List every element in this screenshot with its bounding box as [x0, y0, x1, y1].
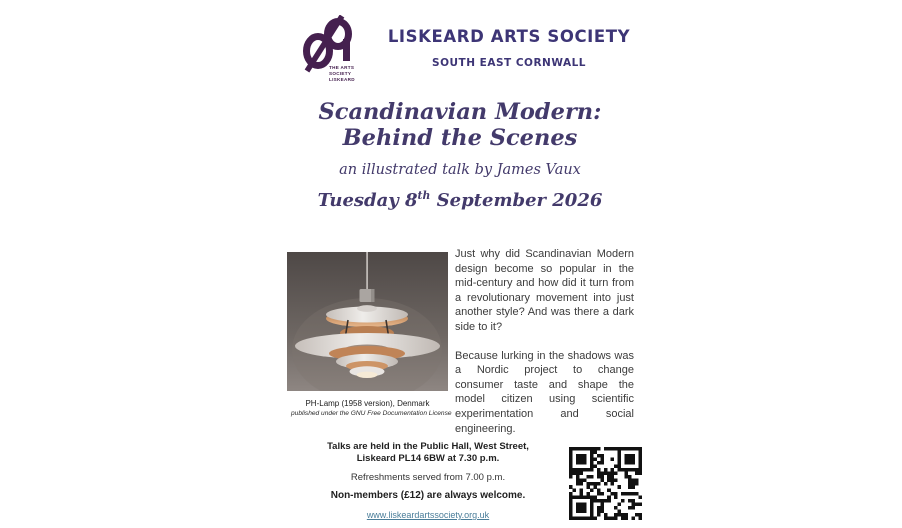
event-date-ordinal: th: [417, 189, 431, 202]
logo-text-line: SOCIETY: [329, 71, 352, 76]
venue-line-2: Liskeard PL14 6BW at 7.30 p.m.: [356, 453, 500, 464]
header: [383, 27, 635, 69]
event-date-month: September 2026: [430, 190, 603, 211]
photo-license-text: published under the GNU Free Documentation License: [291, 410, 452, 417]
society-title: LISKEARD ARTS SOCIETY: [387, 27, 631, 46]
event-subtitle: an illustrated talk by James Vaux: [339, 162, 581, 178]
logo-text-line: LISKEARD: [329, 77, 355, 82]
description-paragraph-2: Because lurking in the shadows was a Nordic project to change consumer taste and shape the model citizen using scientific experimentation and social engineering.: [455, 349, 634, 435]
non-members-note: Non-members (£12) are always welcome.: [330, 490, 526, 501]
event-title-line2: Behind the Scenes: [342, 125, 578, 151]
arts-society-logo-icon: [302, 15, 358, 87]
logo-text-line: THE ARTS: [329, 65, 355, 70]
event-date: [280, 189, 640, 211]
photo-caption: PH-Lamp (1958 version), Denmark: [305, 399, 430, 408]
event-date-day: Tuesday 8: [317, 190, 418, 211]
footer: [280, 441, 576, 523]
event-title-block: [280, 99, 640, 211]
event-title-line1: Scandinavian Modern:: [318, 99, 602, 125]
description: [455, 247, 634, 450]
venue-line-1: Talks are held in the Public Hall, West Street,: [327, 441, 529, 452]
photo-license-row: [287, 409, 452, 418]
lamp-figure: [287, 252, 452, 418]
description-paragraph-1: Just why did Scandinavian Modern design become so popular in the mid-century and how did it turn from a revolutionary movement into just another style? And was there a dark side to it?: [455, 248, 634, 333]
website-link[interactable]: www.liskeardartssociety.org.uk: [366, 510, 490, 520]
society-subtitle: SOUTH EAST CORNWALL: [432, 57, 586, 69]
refreshments-note: Refreshments served from 7.00 p.m.: [350, 472, 506, 483]
ph-lamp-photo: [287, 252, 448, 391]
qr-code: [569, 447, 642, 520]
poster: [280, 0, 640, 528]
